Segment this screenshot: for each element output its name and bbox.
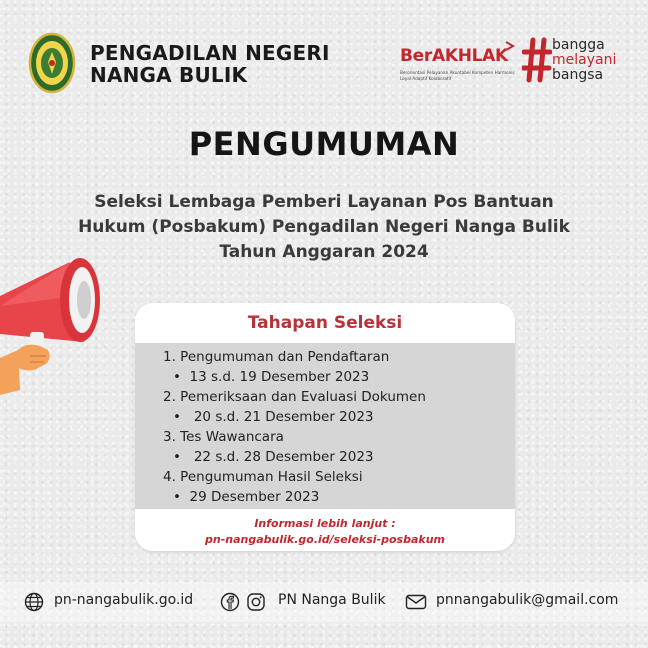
step-date: • 13 s.d. 19 Desember 2023 xyxy=(173,369,370,385)
facebook-icon[interactable] xyxy=(220,592,240,612)
step-date: • 22 s.d. 28 Desember 2023 xyxy=(173,449,374,465)
card-body xyxy=(135,343,515,509)
step-date-text: 29 Desember 2023 xyxy=(189,489,320,505)
card-footer xyxy=(135,509,515,551)
subtitle-line3: Tahun Anggaran 2024 xyxy=(219,242,429,262)
hashtag-icon xyxy=(522,36,552,84)
megaphone-icon xyxy=(0,250,112,395)
instagram-icon[interactable] xyxy=(246,592,266,612)
page-title: PENGUMUMAN xyxy=(188,125,460,163)
step-date-text: 20 s.d. 21 Desember 2023 xyxy=(193,409,374,425)
subtitle-line2: Hukum (Posbakum) Pengadilan Negeri Nanga Bulik xyxy=(78,217,570,237)
step-label: 4. Pengumuman Hasil Seleksi xyxy=(163,469,363,485)
bangga-text xyxy=(552,38,616,83)
court-emblem-icon xyxy=(28,32,76,96)
selection-stages-card xyxy=(135,303,515,551)
step-label: 1. Pengumuman dan Pendaftaran xyxy=(163,349,390,365)
social-handle[interactable]: PN Nanga Bulik xyxy=(278,592,386,608)
bangga-line2: melayani xyxy=(552,52,617,68)
subtitle xyxy=(24,190,624,265)
step-date-text: 13 s.d. 19 Desember 2023 xyxy=(189,369,370,385)
mail-icon xyxy=(405,592,427,612)
card-header xyxy=(135,303,515,343)
step-date: • 29 Desember 2023 xyxy=(173,489,320,505)
card-title: Tahapan Seleksi xyxy=(247,313,403,333)
chevron-icon xyxy=(504,40,516,52)
email-link[interactable]: pnnangabulik@gmail.com xyxy=(436,592,619,608)
bangga-line1: bangga xyxy=(552,37,605,53)
subtitle-line1: Seleksi Lembaga Pemberi Layanan Pos Bantuan xyxy=(94,192,554,212)
berakhlak-tagline: Berorientasi Pelayanan Akuntabel Kompeten Harmonis Loyal Adaptif Kolaboratif xyxy=(400,70,515,81)
court-name-line2: NANGA BULIK xyxy=(90,63,248,87)
court-name-line1: PENGADILAN NEGERI xyxy=(90,41,330,65)
step-date: • 20 s.d. 21 Desember 2023 xyxy=(173,409,374,425)
globe-icon xyxy=(24,592,44,612)
website-link[interactable]: pn-nangabulik.go.id xyxy=(54,592,194,608)
info-label: Informasi lebih lanjut : xyxy=(254,517,396,530)
court-name xyxy=(90,42,330,86)
bangga-melayani-bangsa-logo xyxy=(522,36,632,88)
step-label: 3. Tes Wawancara xyxy=(163,429,284,445)
step-date-text: 22 s.d. 28 Desember 2023 xyxy=(193,449,374,465)
berakhlak-logo xyxy=(400,38,520,88)
bangga-line3: bangsa xyxy=(552,67,604,83)
info-link[interactable]: pn-nangabulik.go.id/seleksi-posbakum xyxy=(205,533,445,546)
step-label: 2. Pemeriksaan dan Evaluasi Dokumen xyxy=(163,389,426,405)
berakhlak-word: BerAKHLAK xyxy=(400,46,508,66)
